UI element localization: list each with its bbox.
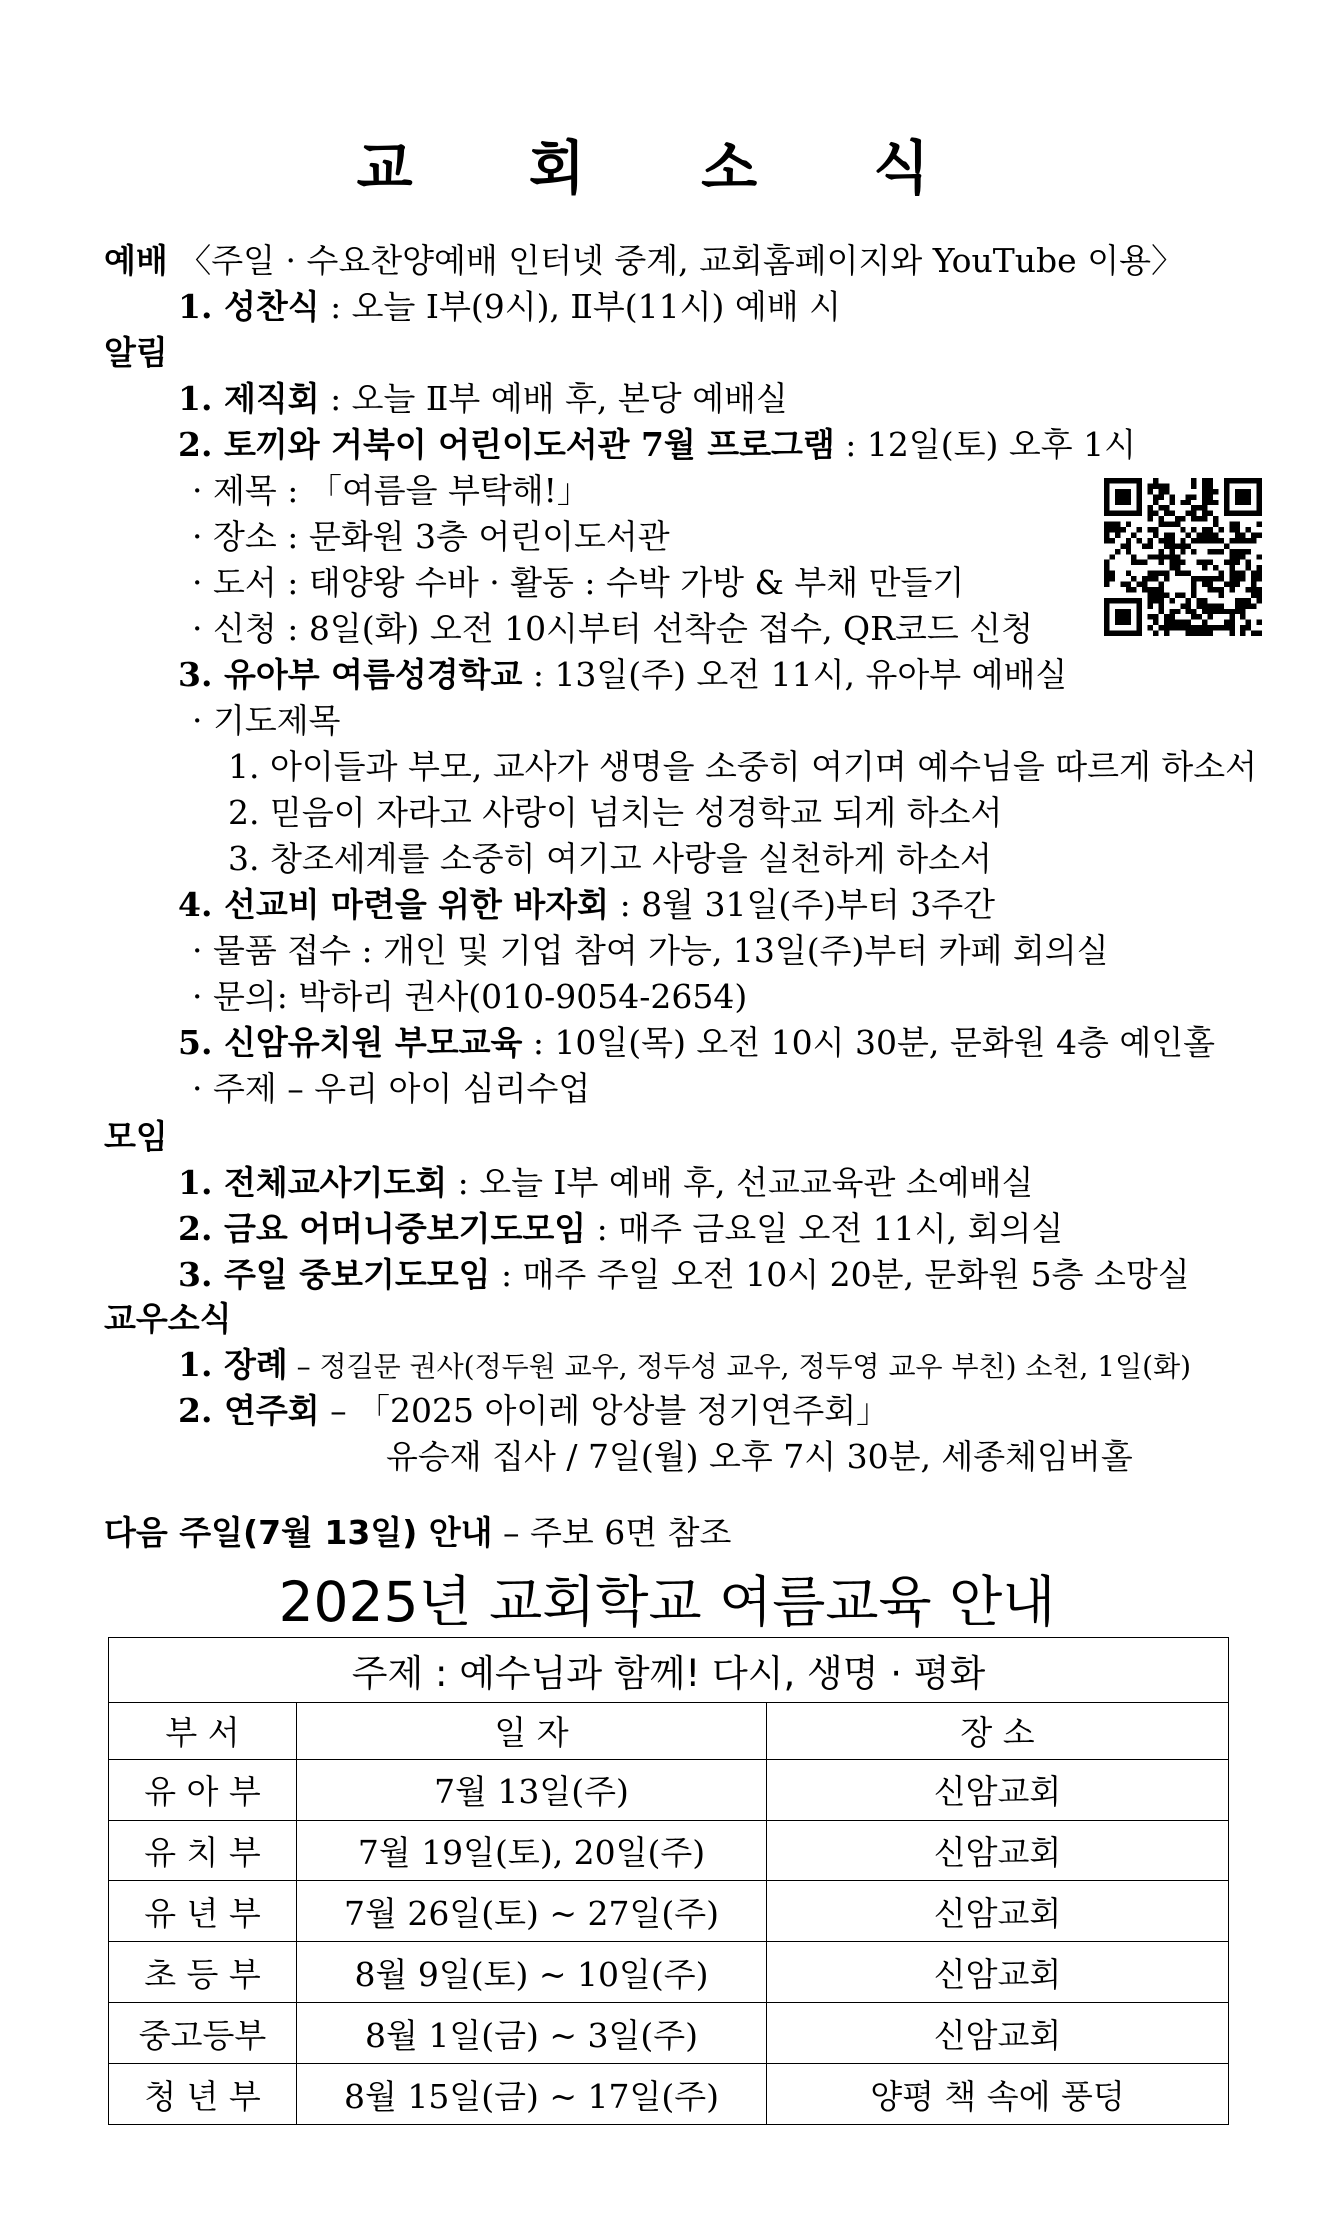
worship-item-label: 1. 성찬식 — [178, 287, 320, 326]
notice-item-2 — [178, 422, 1136, 468]
concert-detail: 유승재 집사 / 7일(월) 오후 7시 30분, 세종체임버홀 — [386, 1437, 1133, 1476]
notice-item-4 — [178, 882, 995, 928]
members-heading: 교우소식 — [104, 1299, 232, 1338]
meeting-item — [178, 1206, 1063, 1252]
date-cell: 8월 15일(금) ~ 17일(주) — [297, 2064, 767, 2125]
prayer-title: · 기도제목 — [192, 701, 341, 740]
worship-note: 〈주일 · 수요찬양예배 인터넷 중계, 교회홈페이지와 YouTube 이용〉 — [178, 241, 1184, 280]
prayer-item: 1. 아이들과 부모, 교사가 생명을 소중히 여기며 예수님을 따르게 하소서 — [228, 747, 1257, 786]
notice-item-label: 3. 유아부 여름성경학교 — [178, 655, 523, 694]
notice-detail: · 주제 – 우리 아이 심리수업 — [192, 1069, 591, 1108]
date-cell: 8월 1일(금) ~ 3일(주) — [297, 2003, 767, 2064]
meetings-heading: 모임 — [104, 1117, 168, 1156]
notice-detail: · 제목 : 「여름을 부탁해!」 — [192, 471, 590, 510]
notice-detail: · 장소 : 문화원 3층 어린이도서관 — [192, 517, 670, 556]
dept-cell: 중고등부 — [109, 2003, 297, 2064]
dept-cell: 청 년 부 — [109, 2064, 297, 2125]
notice-item-text: : 8월 31일(주)부터 3주간 — [609, 885, 996, 924]
summer-theme: 주제 : 예수님과 함께! 다시, 생명 · 평화 — [109, 1638, 1229, 1703]
header-place: 장 소 — [767, 1702, 1229, 1759]
members-item-label: 1. 장례 — [178, 1345, 288, 1384]
date-cell: 7월 13일(주) — [297, 1759, 767, 1820]
notice-item-label: 1. 제직회 — [178, 379, 320, 418]
qr-code-icon[interactable] — [1104, 478, 1262, 636]
notice-item-text: : 12일(토) 오후 1시 — [834, 425, 1136, 464]
place-cell: 신암교회 — [767, 2003, 1229, 2064]
meeting-item-text: : 매주 금요일 오전 11시, 회의실 — [586, 1209, 1064, 1248]
meeting-item-text: : 오늘 Ⅰ부 예배 후, 선교교육관 소예배실 — [447, 1163, 1034, 1202]
table-row — [109, 1820, 1229, 1881]
notice-item-3 — [178, 652, 1067, 698]
next-week-label: 다음 주일(7월 13일) 안내 — [104, 1513, 493, 1552]
members-item-text: – 「2025 아이레 앙상블 정기연주회」 — [319, 1391, 890, 1430]
dept-cell: 유 아 부 — [109, 1759, 297, 1820]
place-cell: 양평 책 속에 풍덩 — [767, 2064, 1229, 2125]
header-dept: 부 서 — [109, 1702, 297, 1759]
table-row — [109, 2064, 1229, 2125]
next-week-text: – 주보 6면 참조 — [492, 1513, 732, 1552]
members-item — [178, 1388, 889, 1434]
dept-cell: 유 치 부 — [109, 1820, 297, 1881]
notice-detail: · 문의: 박하리 권사(010-9054-2654) — [192, 977, 748, 1016]
prayer-item: 3. 창조세계를 소중히 여기고 사랑을 실천하게 하소서 — [228, 839, 992, 878]
place-cell: 신암교회 — [767, 1881, 1229, 1942]
meeting-item-label: 2. 금요 어머니중보기도모임 — [178, 1209, 587, 1248]
prayer-item: 2. 믿음이 자라고 사랑이 넘치는 성경학교 되게 하소서 — [228, 793, 1003, 832]
notice-item-1 — [178, 376, 788, 422]
dept-cell: 유 년 부 — [109, 1881, 297, 1942]
meeting-item — [178, 1252, 1190, 1298]
table-row — [109, 1759, 1229, 1820]
notices-heading: 알림 — [104, 333, 168, 372]
table-row — [109, 1942, 1229, 2003]
meeting-item-label: 3. 주일 중보기도모임 — [178, 1255, 491, 1294]
date-cell: 7월 26일(토) ~ 27일(주) — [297, 1881, 767, 1942]
notice-detail: · 신청 : 8일(화) 오전 10시부터 선착순 접수, QR코드 신청 — [192, 609, 1033, 648]
summer-title: 2025년 교회학교 여름교육 안내 — [278, 1570, 1056, 1634]
table-row — [109, 2003, 1229, 2064]
header-date: 일 자 — [297, 1702, 767, 1759]
worship-heading: 예배 — [104, 241, 168, 280]
members-item — [178, 1342, 1191, 1390]
notice-item-label: 4. 선교비 마련을 위한 바자회 — [178, 885, 610, 924]
meeting-item — [178, 1160, 1033, 1206]
notice-item-label: 2. 토끼와 거북이 어린이도서관 7월 프로그램 — [178, 425, 835, 464]
members-item-label: 2. 연주회 — [178, 1391, 320, 1430]
place-cell: 신암교회 — [767, 1942, 1229, 2003]
worship-item-1 — [178, 284, 841, 330]
notice-item-5 — [178, 1020, 1215, 1066]
date-cell: 8월 9일(토) ~ 10일(주) — [297, 1942, 767, 2003]
dept-cell: 초 등 부 — [109, 1942, 297, 2003]
notice-item-text: : 13일(주) 오전 11시, 유아부 예배실 — [522, 655, 1068, 694]
notice-item-text: : 10일(목) 오전 10시 30분, 문화원 4층 예인홀 — [522, 1023, 1216, 1062]
place-cell: 신암교회 — [767, 1820, 1229, 1881]
meeting-item-label: 1. 전체교사기도회 — [178, 1163, 448, 1202]
worship-item-text: : 오늘 Ⅰ부(9시), Ⅱ부(11시) 예배 시 — [319, 287, 841, 326]
place-cell: 신암교회 — [767, 1759, 1229, 1820]
members-item-text: – 정길문 권사(정두원 교우, 정두성 교우, 정두영 교우 부친) 소천, 1일(화) — [287, 1350, 1192, 1383]
meeting-item-text: : 매주 주일 오전 10시 20분, 문화원 5층 소망실 — [490, 1255, 1190, 1294]
notice-detail: · 물품 접수 : 개인 및 기업 참여 가능, 13일(주)부터 카페 회의실 — [192, 931, 1109, 970]
worship-line — [104, 238, 1184, 284]
table-row — [109, 1881, 1229, 1942]
notice-item-label: 5. 신암유치원 부모교육 — [178, 1023, 523, 1062]
next-week-line — [104, 1510, 731, 1556]
notice-detail: · 도서 : 태양왕 수바 · 활동 : 수박 가방 & 부채 만들기 — [192, 563, 965, 602]
summer-schedule-table — [108, 1637, 1229, 2125]
date-cell: 7월 19일(토), 20일(주) — [297, 1820, 767, 1881]
page-title: 교 회 소 식 — [356, 134, 978, 202]
notice-item-text: : 오늘 Ⅱ부 예배 후, 본당 예배실 — [319, 379, 788, 418]
